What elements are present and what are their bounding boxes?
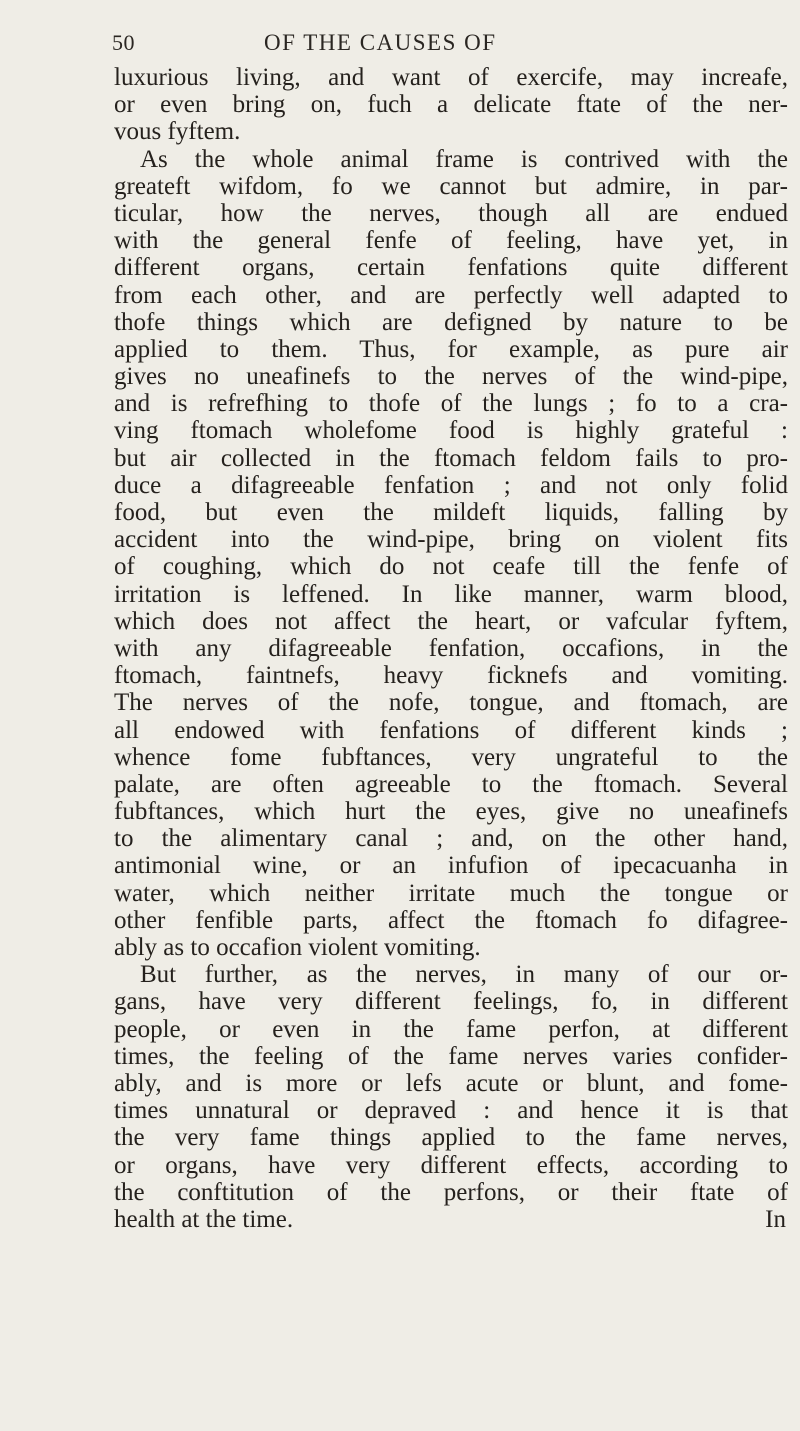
text-line: antimonial wine, or an infufion of ipecacuanha in (114, 852, 788, 880)
text-line: But further, as the nerves, in many of our or- (140, 961, 788, 989)
text-line: applied to them. Thus, for example, as pure air (114, 335, 788, 363)
text-line: gans, have very different feelings, fo, in different (114, 988, 788, 1016)
page-header (112, 30, 772, 64)
text-line: fubftances, which hurt the eyes, give no uneafinefs (114, 798, 788, 826)
text-line: or even bring on, fuch a delicate ftate of the ner- (114, 91, 788, 119)
final-text-line (114, 1206, 788, 1233)
text-line: accident into the wind-pipe, bring on violent fits (114, 526, 788, 554)
text-line: all endowed with fenfations of different kinds ; (114, 716, 788, 744)
page-number: 50 (112, 30, 135, 55)
text-line: but air collected in the ftomach feldom fails to pro- (114, 444, 788, 472)
text-line: palate, are often agreeable to the ftomach. Several (114, 770, 788, 798)
text-line: luxurious living, and want of exercife, may increafe, (114, 64, 788, 91)
text-line: times, the feeling of the fame nerves varies confider- (114, 1042, 788, 1070)
text-line: thofe things which are defigned by nature to be (114, 308, 788, 336)
text-line: times unnatural or depraved : and hence it is that (114, 1097, 788, 1125)
text-line: other fenfible parts, affect the ftomach fo difagree- (114, 906, 788, 934)
text-line: whence fome fubftances, very ungrateful to the (114, 743, 788, 771)
text-line: irritation is leffened. In like manner, warm blood, (114, 580, 788, 608)
text-line: water, which neither irritate much the tongue or (114, 879, 788, 907)
text-line: the conftitution of the perfons, or their ftate of (114, 1178, 788, 1206)
text-line: health at the time. (114, 1205, 294, 1233)
body-text (114, 64, 788, 1233)
text-line: different organs, certain fenfations quite different (114, 254, 788, 282)
text-line: which does not affect the heart, or vafcular fyftem, (114, 607, 788, 635)
text-line: to the alimentary canal ; and, on the other hand, (114, 825, 788, 853)
text-line: ably, and is more or lefs acute or blunt, and fome- (114, 1069, 788, 1097)
text-line: As the whole animal frame is contrived with the (140, 145, 788, 173)
text-line: or organs, have very different effects, according to (114, 1151, 788, 1179)
text-line: ftomach, faintnefs, heavy ficknefs and vomiting. (114, 662, 788, 690)
text-line: ticular, how the nerves, though all are endued (114, 199, 788, 227)
text-line: duce a difagreeable fenfation ; and not only folid (114, 471, 788, 499)
catchword: In (765, 1205, 786, 1233)
text-line: of coughing, which do not ceafe till the fenfe of (114, 553, 788, 581)
text-line: The nerves of the nofe, tongue, and ftomach, are (114, 689, 788, 717)
text-line: ving ftomach wholefome food is highly grateful : (114, 417, 788, 445)
text-line: with any difagreeable fenfation, occafions, in the (114, 634, 788, 662)
text-line: the very fame things applied to the fame nerves, (114, 1124, 788, 1152)
running-head: OF THE CAUSES OF (264, 30, 497, 55)
text-line: food, but even the mildeft liquids, falling by (114, 499, 788, 526)
text-line: and is refrefhing to thofe of the lungs ; fo to a cra- (114, 390, 788, 418)
text-line: people, or even in the fame perfon, at different (114, 1015, 788, 1043)
text-line: greateft wifdom, fo we cannot but admire, in par- (114, 172, 788, 200)
text-line: ably as to occafion violent vomiting. (114, 934, 481, 961)
text-line: vous fyftem. (114, 118, 241, 146)
text-line: gives no uneafinefs to the nerves of the wind-pipe, (114, 363, 788, 391)
text-line: from each other, and are perfectly well adapted to (114, 281, 788, 309)
text-line: with the general fenfe of feeling, have yet, in (114, 227, 788, 255)
